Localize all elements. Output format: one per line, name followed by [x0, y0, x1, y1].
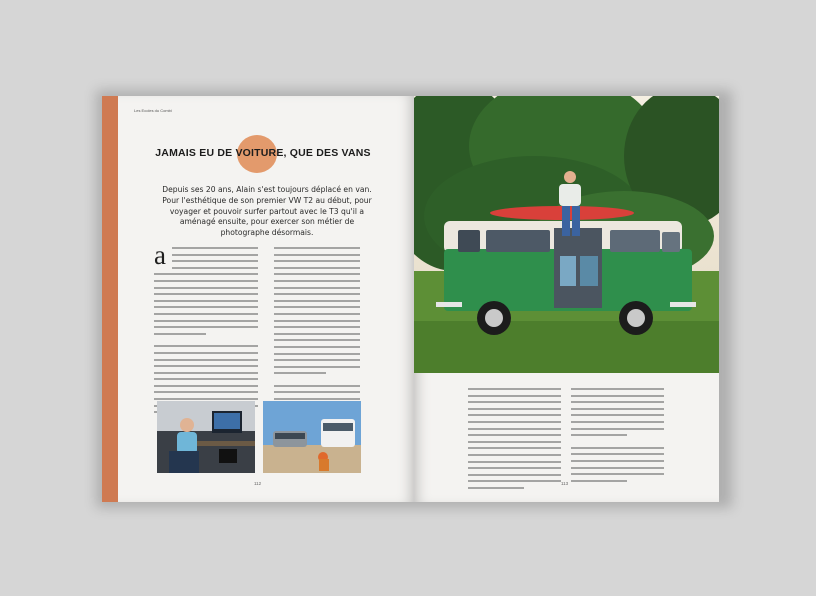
drop-cap: a — [154, 240, 166, 270]
right-body-column-1 — [468, 388, 561, 494]
green-van-hero-photo — [414, 96, 719, 373]
running-head: Les Ecoles du Combi — [134, 108, 172, 113]
page-number-right: 113 — [561, 481, 569, 486]
left-page — [102, 96, 414, 502]
page-number-left: 112 — [254, 481, 262, 486]
right-page — [414, 96, 719, 502]
article-title: JAMAIS EU DE VOITURE, QUE DES VANS — [155, 147, 371, 159]
accent-strip — [102, 96, 118, 502]
body-column-1 — [172, 247, 258, 418]
article-lede: Depuis ses 20 ans, Alain s'est toujours déplacé en van. Pour l'esthétique de son premier VW T2 au début, pour voyager et pouvoir surfer partout avec le T3 qu'il a aménagé ensuite, pour exercer son métier de photographe désormais. — [162, 185, 372, 238]
photographer-desk-photo — [157, 401, 255, 473]
vans-on-beach-photo — [263, 401, 361, 473]
body-column-2 — [274, 247, 360, 411]
right-body-column-2 — [571, 388, 664, 486]
